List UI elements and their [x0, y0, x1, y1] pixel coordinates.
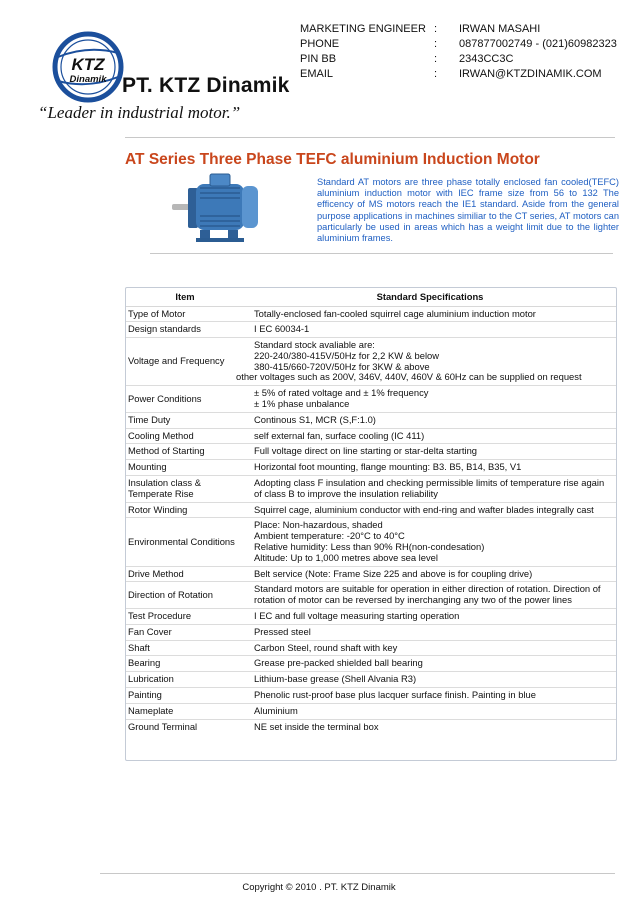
row-item-label: Ground Terminal — [128, 720, 198, 732]
specification-line: Continous S1, MCR (S,F:1.0) — [254, 413, 376, 425]
contact-sep: : — [434, 38, 438, 50]
intro-divider — [150, 253, 613, 254]
logo-text-dinamik: Dinamik — [69, 74, 107, 85]
specification-line: Place: Non-hazardous, shaded — [254, 519, 383, 531]
row-item-label: Drive Method — [126, 566, 244, 582]
ktz-logo — [52, 31, 124, 103]
table-row — [126, 322, 616, 338]
row-item-label: Insulation class & Temperate Rise — [126, 476, 244, 503]
contact-row — [300, 22, 617, 37]
specification-line: Horizontal foot mounting, flange mounting: B3. B5, B14, B35, V1 — [254, 461, 522, 473]
specification-line: Squirrel cage, aluminium conductor with end-ring and wafter blades integrally cast — [254, 503, 594, 515]
row-specification — [244, 476, 616, 503]
specification-line: self external fan, surface cooling (IC 411) — [254, 429, 425, 441]
row-specification — [244, 444, 616, 460]
row-specification — [244, 566, 616, 582]
contact-block — [300, 22, 617, 82]
row-specification — [244, 460, 616, 476]
row-item-label: Test Procedure — [126, 609, 244, 625]
row-specification — [244, 518, 616, 566]
row-specification — [244, 412, 616, 428]
specification-line: rotation of motor can be reversed by inerchanging any two of the power lines — [254, 594, 572, 606]
row-specification — [244, 719, 616, 734]
specification-line: I EC and full voltage measuring starting operation — [254, 610, 460, 622]
row-specification — [244, 624, 616, 640]
contact-value: IRWAN@KTZDINAMIK.COM — [459, 68, 602, 80]
company-name: PT. KTZ Dinamik — [122, 74, 290, 97]
specification-line: Totally-enclosed fan-cooled squirrel cage aluminium induction motor — [254, 307, 536, 319]
row-item-label: Design standards — [126, 322, 244, 338]
table-row — [126, 386, 616, 413]
specification-line: Standard motors are suitable for operation in either direction of rotation. Direction of — [254, 583, 601, 595]
specification-line: Grease pre-packed shielded ball bearing — [254, 657, 423, 669]
table-row — [126, 460, 616, 476]
table-row — [126, 428, 616, 444]
table-row — [126, 338, 616, 386]
contact-row — [300, 52, 617, 67]
specification-line: Adopting class F insulation and checking permissible limits of temperature rise again — [254, 477, 605, 489]
row-item-label: Bearing — [126, 656, 244, 672]
row-item-label: Fan Cover — [126, 624, 244, 640]
logo-text-ktz: KTZ — [71, 55, 105, 74]
table-row — [126, 640, 616, 656]
specification-line: I EC 60034-1 — [254, 323, 310, 335]
contact-label: MARKETING ENGINEER — [300, 23, 426, 35]
footer-divider — [100, 873, 615, 874]
table-row — [126, 582, 616, 609]
table-row — [126, 502, 616, 518]
row-specification — [244, 502, 616, 518]
specification-line: Altitude: Up to 1,000 metres above sea level — [254, 551, 438, 563]
specification-line: of class B to improve the insulation reliability — [254, 487, 438, 499]
row-specification — [244, 386, 616, 413]
row-specification — [244, 428, 616, 444]
row-item-label: Environmental Conditions — [126, 518, 244, 566]
table-row — [126, 672, 616, 688]
table-header-row — [126, 288, 616, 306]
specification-line: Ambient temperature: -20°C to 40°C — [254, 530, 405, 542]
specification-line: Standard stock avaliable are: — [254, 339, 375, 351]
header-standard-specifications: Standard Specifications — [244, 288, 616, 306]
specification-line: ± 5% of rated voltage and ± 1% frequency — [254, 387, 429, 399]
specification-line: 380-415/660-720V/50Hz for 3KW & above — [254, 360, 430, 372]
specification-line: NE set inside the terminal box — [254, 720, 379, 732]
specification-line: 220-240/380-415V/50Hz for 2,2 KW & below — [254, 349, 440, 361]
contact-value: 2343CC3C — [459, 53, 514, 65]
table-row — [126, 518, 616, 566]
row-specification — [244, 688, 616, 704]
row-item-label: Mounting — [126, 460, 244, 476]
row-item-label: Type of Motor — [126, 306, 244, 322]
table-row — [126, 656, 616, 672]
contact-sep: : — [434, 68, 438, 80]
table-row — [126, 444, 616, 460]
table-row — [126, 703, 616, 719]
row-item-label: Direction of Rotation — [126, 582, 244, 609]
row-item-label: Time Duty — [126, 412, 244, 428]
specification-line: Pressed steel — [254, 625, 311, 637]
header-divider — [125, 137, 615, 138]
specification-line: Carbon Steel, round shaft with key — [254, 641, 398, 653]
contact-label: PIN BB — [300, 53, 337, 65]
row-item-label: Power Conditions — [126, 386, 244, 413]
table-row — [126, 624, 616, 640]
contact-sep: : — [434, 53, 438, 65]
table-row — [126, 476, 616, 503]
row-item-label: Method of Starting — [126, 444, 244, 460]
table-row — [126, 306, 616, 322]
table-row — [126, 719, 616, 734]
specification-line: Aluminium — [254, 704, 298, 716]
specification-line: other voltages such as 200V, 346V, 440V, 460V & 60Hz can be supplied on request — [236, 371, 582, 383]
row-item-label: Lubrication — [126, 672, 244, 688]
table-row — [126, 566, 616, 582]
row-item-label: Voltage and Frequency — [126, 338, 244, 386]
specification-line: Belt service (Note: Frame Size 225 and above is for coupling drive) — [254, 567, 533, 579]
tagline: “Leader in industrial motor.” — [38, 103, 241, 122]
row-specification — [244, 672, 616, 688]
specification-line: Phenolic rust-proof base plus lacquer surface finish. Painting in blue — [254, 689, 536, 701]
contact-row — [300, 37, 617, 52]
contact-row — [300, 67, 617, 82]
row-specification — [244, 582, 616, 609]
specification-line: Lithium-base grease (Shell Alvania R3) — [254, 673, 417, 685]
table-row — [126, 688, 616, 704]
row-specification — [236, 338, 616, 386]
table-row — [126, 412, 616, 428]
specification-line: Full voltage direct on line starting or star-delta starting — [254, 445, 478, 457]
table-row — [126, 609, 616, 625]
header-item: Item — [126, 288, 244, 306]
row-specification — [244, 640, 616, 656]
motor-image — [170, 170, 262, 246]
row-item-label: Painting — [126, 688, 244, 704]
contact-label: PHONE — [300, 38, 340, 50]
row-item-label: Rotor Winding — [126, 502, 244, 518]
specification-line: Relative humidity: Less than 90% RH(non-condesation) — [254, 541, 485, 553]
contact-label: EMAIL — [300, 68, 334, 80]
specifications-table — [125, 287, 617, 761]
row-specification — [244, 656, 616, 672]
row-specification — [244, 703, 616, 719]
copyright-text: Copyright © 2010 . PT. KTZ Dinamik — [242, 882, 396, 893]
specification-line: ± 1% phase unbalance — [254, 398, 350, 410]
page-title: AT Series Three Phase TEFC aluminium Induction Motor — [125, 151, 540, 168]
row-specification — [244, 306, 616, 322]
contact-value: 087877002749 - (021)60982323 — [459, 38, 617, 50]
row-item-label: Cooling Method — [126, 428, 244, 444]
intro-paragraph: Standard AT motors are three phase totally enclosed fan cooled(TEFC) aluminium induction motor with IEC frame size from 56 to 132 The efficency of MS motors reach the IE1 standard. Aside from the general purpose applications in machines similiar to the CT series, AT motors can particularly be used in areas which has a weight limit due to the lighter aluminium frames. — [317, 177, 619, 244]
contact-value: IRWAN MASAHI — [459, 23, 541, 35]
row-item-label: Shaft — [126, 640, 244, 656]
row-item-label: Nameplate — [126, 703, 244, 719]
row-specification — [244, 609, 616, 625]
contact-sep: : — [434, 23, 438, 35]
row-specification — [244, 322, 616, 338]
